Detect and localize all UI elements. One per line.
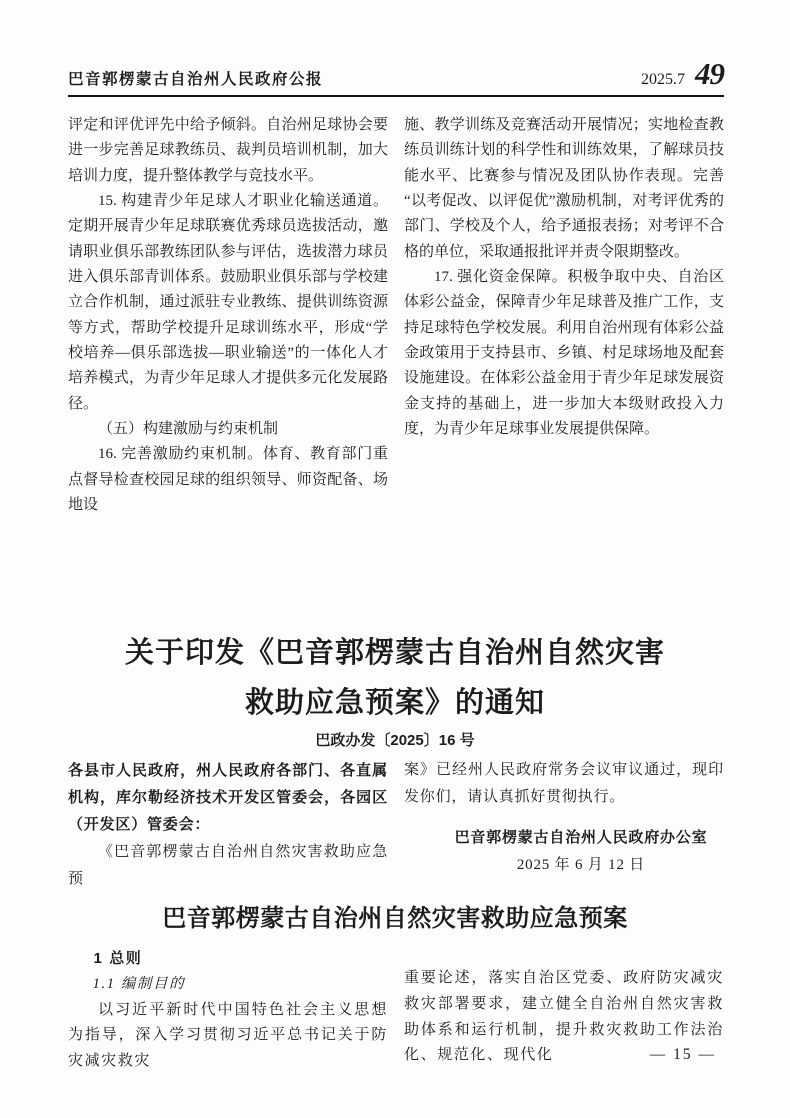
- article-column-left: [68, 113, 388, 519]
- paragraph: （五）构建激励与约束机制: [98, 421, 279, 438]
- signature-date: 2025 年 6 月 12 日: [516, 856, 646, 873]
- paragraph: 施、教学训练及竞赛活动开展情况；实地检查教练员训练计划的科学性和训练效果，了解球员技能水平、比赛参与情况及团队协作表现。完善“以考促改、以评促优”激励机制，对考评优秀的部门、学校及个人，给予通报表扬；对考评不合格的单位，采取通报批评并责令限期整改。: [404, 117, 724, 260]
- notice-body: [68, 757, 724, 893]
- paragraph: 15. 构建青少年足球人才职业化输送通道。定期开展青少年足球联赛优秀球员选拔活动，邀请职业俱乐部教练团队参与评估，选拔潜力球员进入俱乐部青训体系。鼓励职业俱乐部与学校建立合作机制，通过派驻专业教练、提供训练资源等方式，帮助学校提升足球训练水平，形成“学校培养—俱乐部选拔—职业输送”的一体化人才培养模式，为青少年足球人才提供多元化发展路径。: [68, 193, 388, 412]
- paragraph: 以习近平新时代中国特色社会主义思想为指导，深入学习贯彻习近平总书记关于防灾减灾救灾: [68, 1001, 388, 1070]
- plan-title: 巴音郭楞蒙古自治州自然灾害救助应急预案: [162, 906, 628, 932]
- paragraph: 《巴音郭楞蒙古自治州自然灾害救助应急预: [68, 843, 388, 887]
- plan-body: [68, 946, 724, 1075]
- doc-number: 巴政办发〔2025〕16 号: [315, 732, 475, 749]
- signature: 巴音郭楞蒙古自治州人民政府办公室: [454, 829, 708, 847]
- signature-block: [404, 824, 724, 878]
- plan-column-left: [68, 946, 388, 1075]
- issue-info: [641, 56, 724, 91]
- page-number: — 15 —: [649, 1046, 716, 1063]
- issue-number: 49: [695, 56, 724, 91]
- article-column-right: [404, 113, 724, 519]
- notice-column-left: [68, 757, 388, 893]
- header-rule: [68, 95, 724, 97]
- paragraph: 1 总则: [93, 950, 143, 967]
- article-continuation: [68, 113, 724, 519]
- paragraph: 案》已经州人民政府常务会议审议通过，现印发你们，请认真抓好贯彻执行。: [404, 762, 724, 806]
- gazette-title: 巴音郭楞蒙古自治州人民政府公报: [68, 71, 324, 88]
- notice-column-right: [404, 757, 724, 893]
- paragraph: 各县市人民政府，州人民政府各部门、各直属机构，库尔勒经济技术开发区管委会，各园区（开发区）管委会：: [68, 762, 388, 834]
- page-header: [68, 56, 724, 91]
- paragraph: 1.1 编制目的: [92, 975, 186, 992]
- notice-title: [0, 628, 790, 728]
- notice-title-line1: 关于印发《巴音郭楞蒙古自治州自然灾害: [124, 637, 665, 669]
- paragraph: 16. 完善激励约束机制。体育、教育部门重点督导检查校园足球的组织领导、师资配备、场地设: [68, 446, 388, 514]
- notice-title-line2: 救助应急预案》的通知: [244, 687, 545, 719]
- paragraph: 评定和评优评先中给予倾斜。自治州足球协会要进一步完善足球教练员、裁判员培训机制，加大培训力度，提升整体教学与竞技水平。: [68, 117, 388, 184]
- issue-date: 2025.7: [641, 71, 685, 88]
- paragraph: 17. 强化资金保障。积极争取中央、自治区体彩公益金，保障青少年足球普及推广工作，支持足球特色学校发展。利用自治州现有体彩公益金政策用于支持县市、乡镇、村足球场地及配套设施建设。在体彩公益金用于青少年足球发展资金支持的基础上，进一步加大本级财政投入力度，为青少年足球事业发展提供保障。: [404, 269, 724, 438]
- paragraph: 重要论述，落实自治区党委、政府防灾减灾救灾部署要求，建立健全自治州自然灾害救助体系和运行机制，提升救灾救助工作法治化、规范化、现代化: [404, 970, 724, 1064]
